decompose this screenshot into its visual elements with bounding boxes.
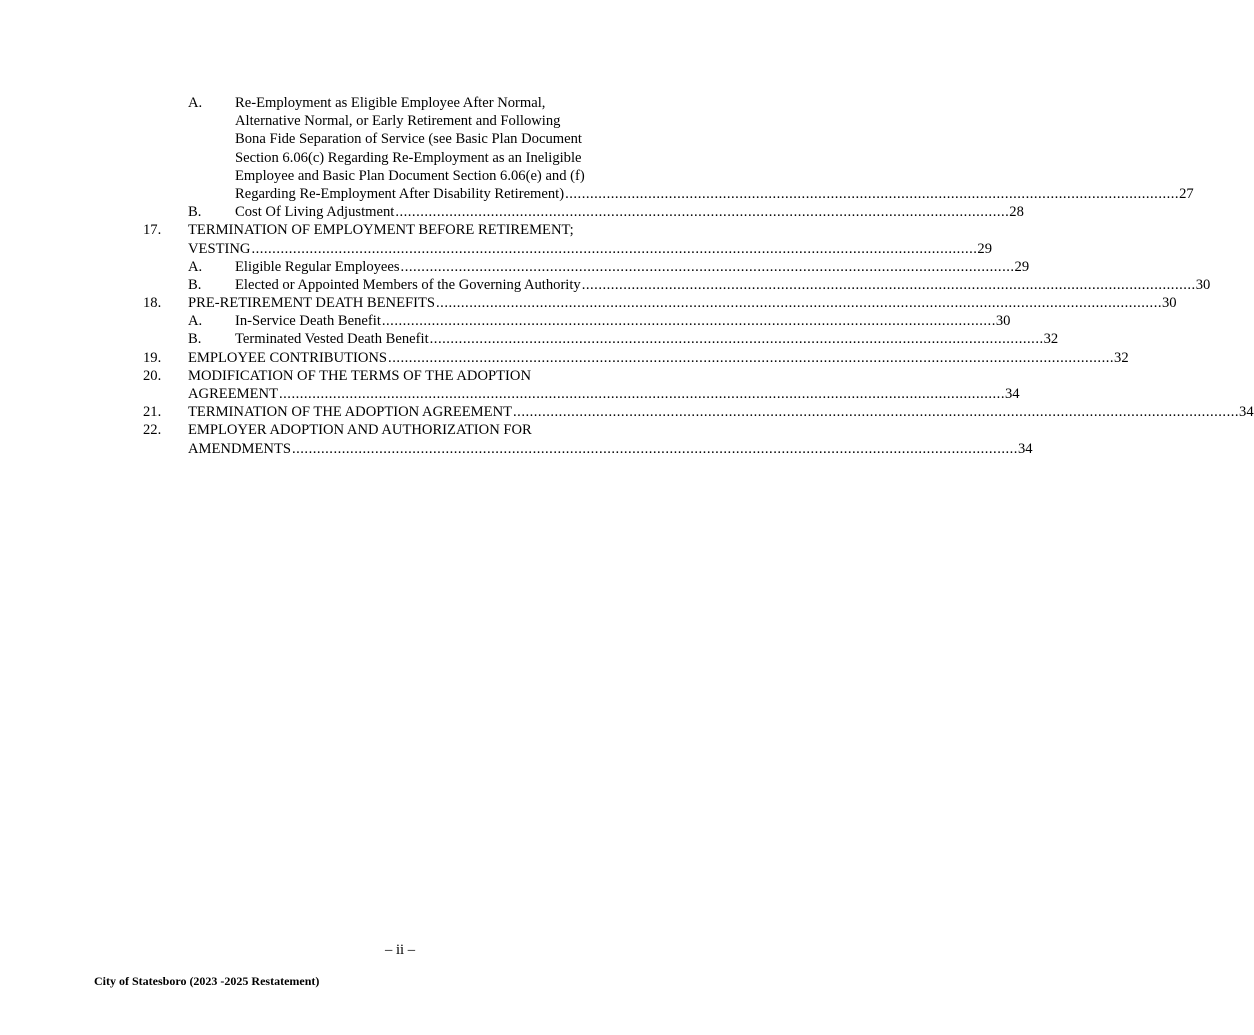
toc-letter: A. <box>188 95 203 111</box>
toc-entry-18[interactable] <box>0 294 1177 312</box>
toc-page-number: 27 <box>1179 185 1194 202</box>
toc-page-number: 30 <box>995 313 1011 330</box>
toc-text: AMENDMENTS <box>188 440 291 457</box>
dot-leader: ............................................................................................................................................................................... <box>513 404 1240 421</box>
toc-letter: B. <box>188 204 202 221</box>
toc-entry-17a[interactable] <box>0 258 1030 276</box>
toc-entry-22-line1 <box>0 421 800 439</box>
toc-text: Employee and Basic Plan Document Section 6.06(e) and (f) <box>235 167 585 184</box>
toc-leader-row <box>235 185 1194 203</box>
toc-entry-b[interactable] <box>0 203 1024 221</box>
dot-leader: .................................................................................................................................................... <box>581 276 1196 293</box>
toc-text: Elected or Appointed Members of the Governing Authority <box>235 276 581 293</box>
toc-entry-19[interactable] <box>0 349 1129 367</box>
table-of-contents <box>0 94 1254 458</box>
toc-text: Cost Of Living Adjustment <box>235 204 395 221</box>
dot-leader: ............................................................................................................................................................................... <box>251 240 978 257</box>
dot-leader: ............................................................................................................................................................................... <box>388 349 1115 366</box>
toc-text: AGREEMENT <box>188 386 278 402</box>
toc-leader-row <box>188 349 1129 367</box>
toc-entry-20-line1 <box>0 367 800 385</box>
toc-entry-a-line4 <box>0 149 800 167</box>
toc-text: EMPLOYEE CONTRIBUTIONS <box>188 349 388 366</box>
toc-entry-18a[interactable] <box>0 312 1011 330</box>
toc-text: Bona Fide Separation of Service (see Basic Plan Document <box>235 131 582 148</box>
toc-leader-row <box>188 385 1020 403</box>
toc-leader-row <box>235 258 1030 276</box>
toc-page-number: 29 <box>977 240 993 257</box>
toc-page-number: 29 <box>1014 258 1030 275</box>
toc-entry-a-line6[interactable] <box>0 185 1194 203</box>
toc-text: In-Service Death Benefit <box>235 313 381 330</box>
page-number: – ii – <box>385 942 415 958</box>
toc-entry-a-line1 <box>0 94 800 112</box>
toc-text: MODIFICATION OF THE TERMS OF THE ADOPTION <box>188 367 531 384</box>
toc-leader-row <box>235 276 1211 294</box>
toc-section-number: 22. <box>143 422 162 439</box>
toc-entry-22-line2[interactable] <box>0 440 1033 458</box>
dot-leader: .................................................................................................................................................... <box>565 185 1180 202</box>
toc-page-number: 30 <box>1162 295 1177 312</box>
toc-leader-row <box>188 240 993 258</box>
toc-entry-17b[interactable] <box>0 276 1211 294</box>
toc-text: Re-Employment as Eligible Employee After Normal, <box>235 95 546 111</box>
toc-letter: A. <box>188 313 203 330</box>
toc-page-number: 34 <box>1004 386 1020 402</box>
dot-leader: ............................................................................................................................................................................... <box>291 440 1018 457</box>
toc-text: Terminated Vested Death Benefit <box>235 331 429 348</box>
toc-text: Eligible Regular Employees <box>235 258 400 275</box>
dot-leader: .................................................................................................................................................... <box>381 313 996 330</box>
toc-leader-row <box>235 330 1059 348</box>
toc-leader-row <box>235 203 1024 221</box>
dot-leader: ............................................................................................................................................................................... <box>436 295 1162 312</box>
toc-page-number: 32 <box>1114 349 1129 366</box>
toc-text: EMPLOYER ADOPTION AND AUTHORIZATION FOR <box>188 422 532 439</box>
toc-text: VESTING <box>188 240 251 257</box>
toc-entry-a-line2 <box>0 112 800 130</box>
toc-text: Section 6.06(c) Regarding Re-Employment as an Ineligible <box>235 149 582 166</box>
toc-entry-18b[interactable] <box>0 330 1059 348</box>
toc-letter: A. <box>188 258 203 275</box>
toc-section-number: 17. <box>143 222 162 239</box>
toc-letter: B. <box>188 276 202 293</box>
toc-text: TERMINATION OF THE ADOPTION AGREEMENT <box>188 404 513 421</box>
toc-text: Alternative Normal, or Early Retirement and Following <box>235 113 561 130</box>
toc-section-number: 21. <box>143 404 162 421</box>
dot-leader: .................................................................................................................................................... <box>400 258 1015 275</box>
toc-leader-row <box>235 312 1011 330</box>
toc-section-number: 20. <box>143 367 162 384</box>
toc-entry-17-line2[interactable] <box>0 240 993 258</box>
toc-entry-a-line5 <box>0 167 800 185</box>
toc-entry-17-line1 <box>0 221 800 239</box>
toc-text: TERMINATION OF EMPLOYMENT BEFORE RETIREMENT; <box>188 222 574 239</box>
toc-page-number: 34 <box>1239 404 1254 421</box>
toc-entry-21[interactable] <box>0 403 1254 421</box>
toc-leader-row <box>188 440 1033 458</box>
toc-text: Regarding Re-Employment After Disability Retirement) <box>235 185 565 202</box>
toc-page-number: 32 <box>1043 331 1059 348</box>
toc-page-number: 28 <box>1009 204 1024 221</box>
dot-leader: .................................................................................................................................................... <box>429 331 1044 348</box>
toc-letter: B. <box>188 331 202 348</box>
toc-entry-a-line3 <box>0 130 800 148</box>
document-footer: City of Statesboro (2023 -2025 Restatement) <box>94 974 320 988</box>
toc-section-number: 19. <box>143 349 162 366</box>
toc-entry-20-line2[interactable] <box>0 385 1020 403</box>
dot-leader: ............................................................................................................................................................................... <box>279 386 1005 402</box>
toc-leader-row <box>188 403 1254 421</box>
toc-page-number: 34 <box>1017 440 1033 457</box>
dot-leader: .................................................................................................................................................... <box>395 204 1010 221</box>
toc-leader-row <box>188 294 1177 312</box>
toc-text: PRE-RETIREMENT DEATH BENEFITS <box>188 295 436 312</box>
toc-section-number: 18. <box>143 295 162 312</box>
toc-page-number: 30 <box>1195 276 1211 293</box>
